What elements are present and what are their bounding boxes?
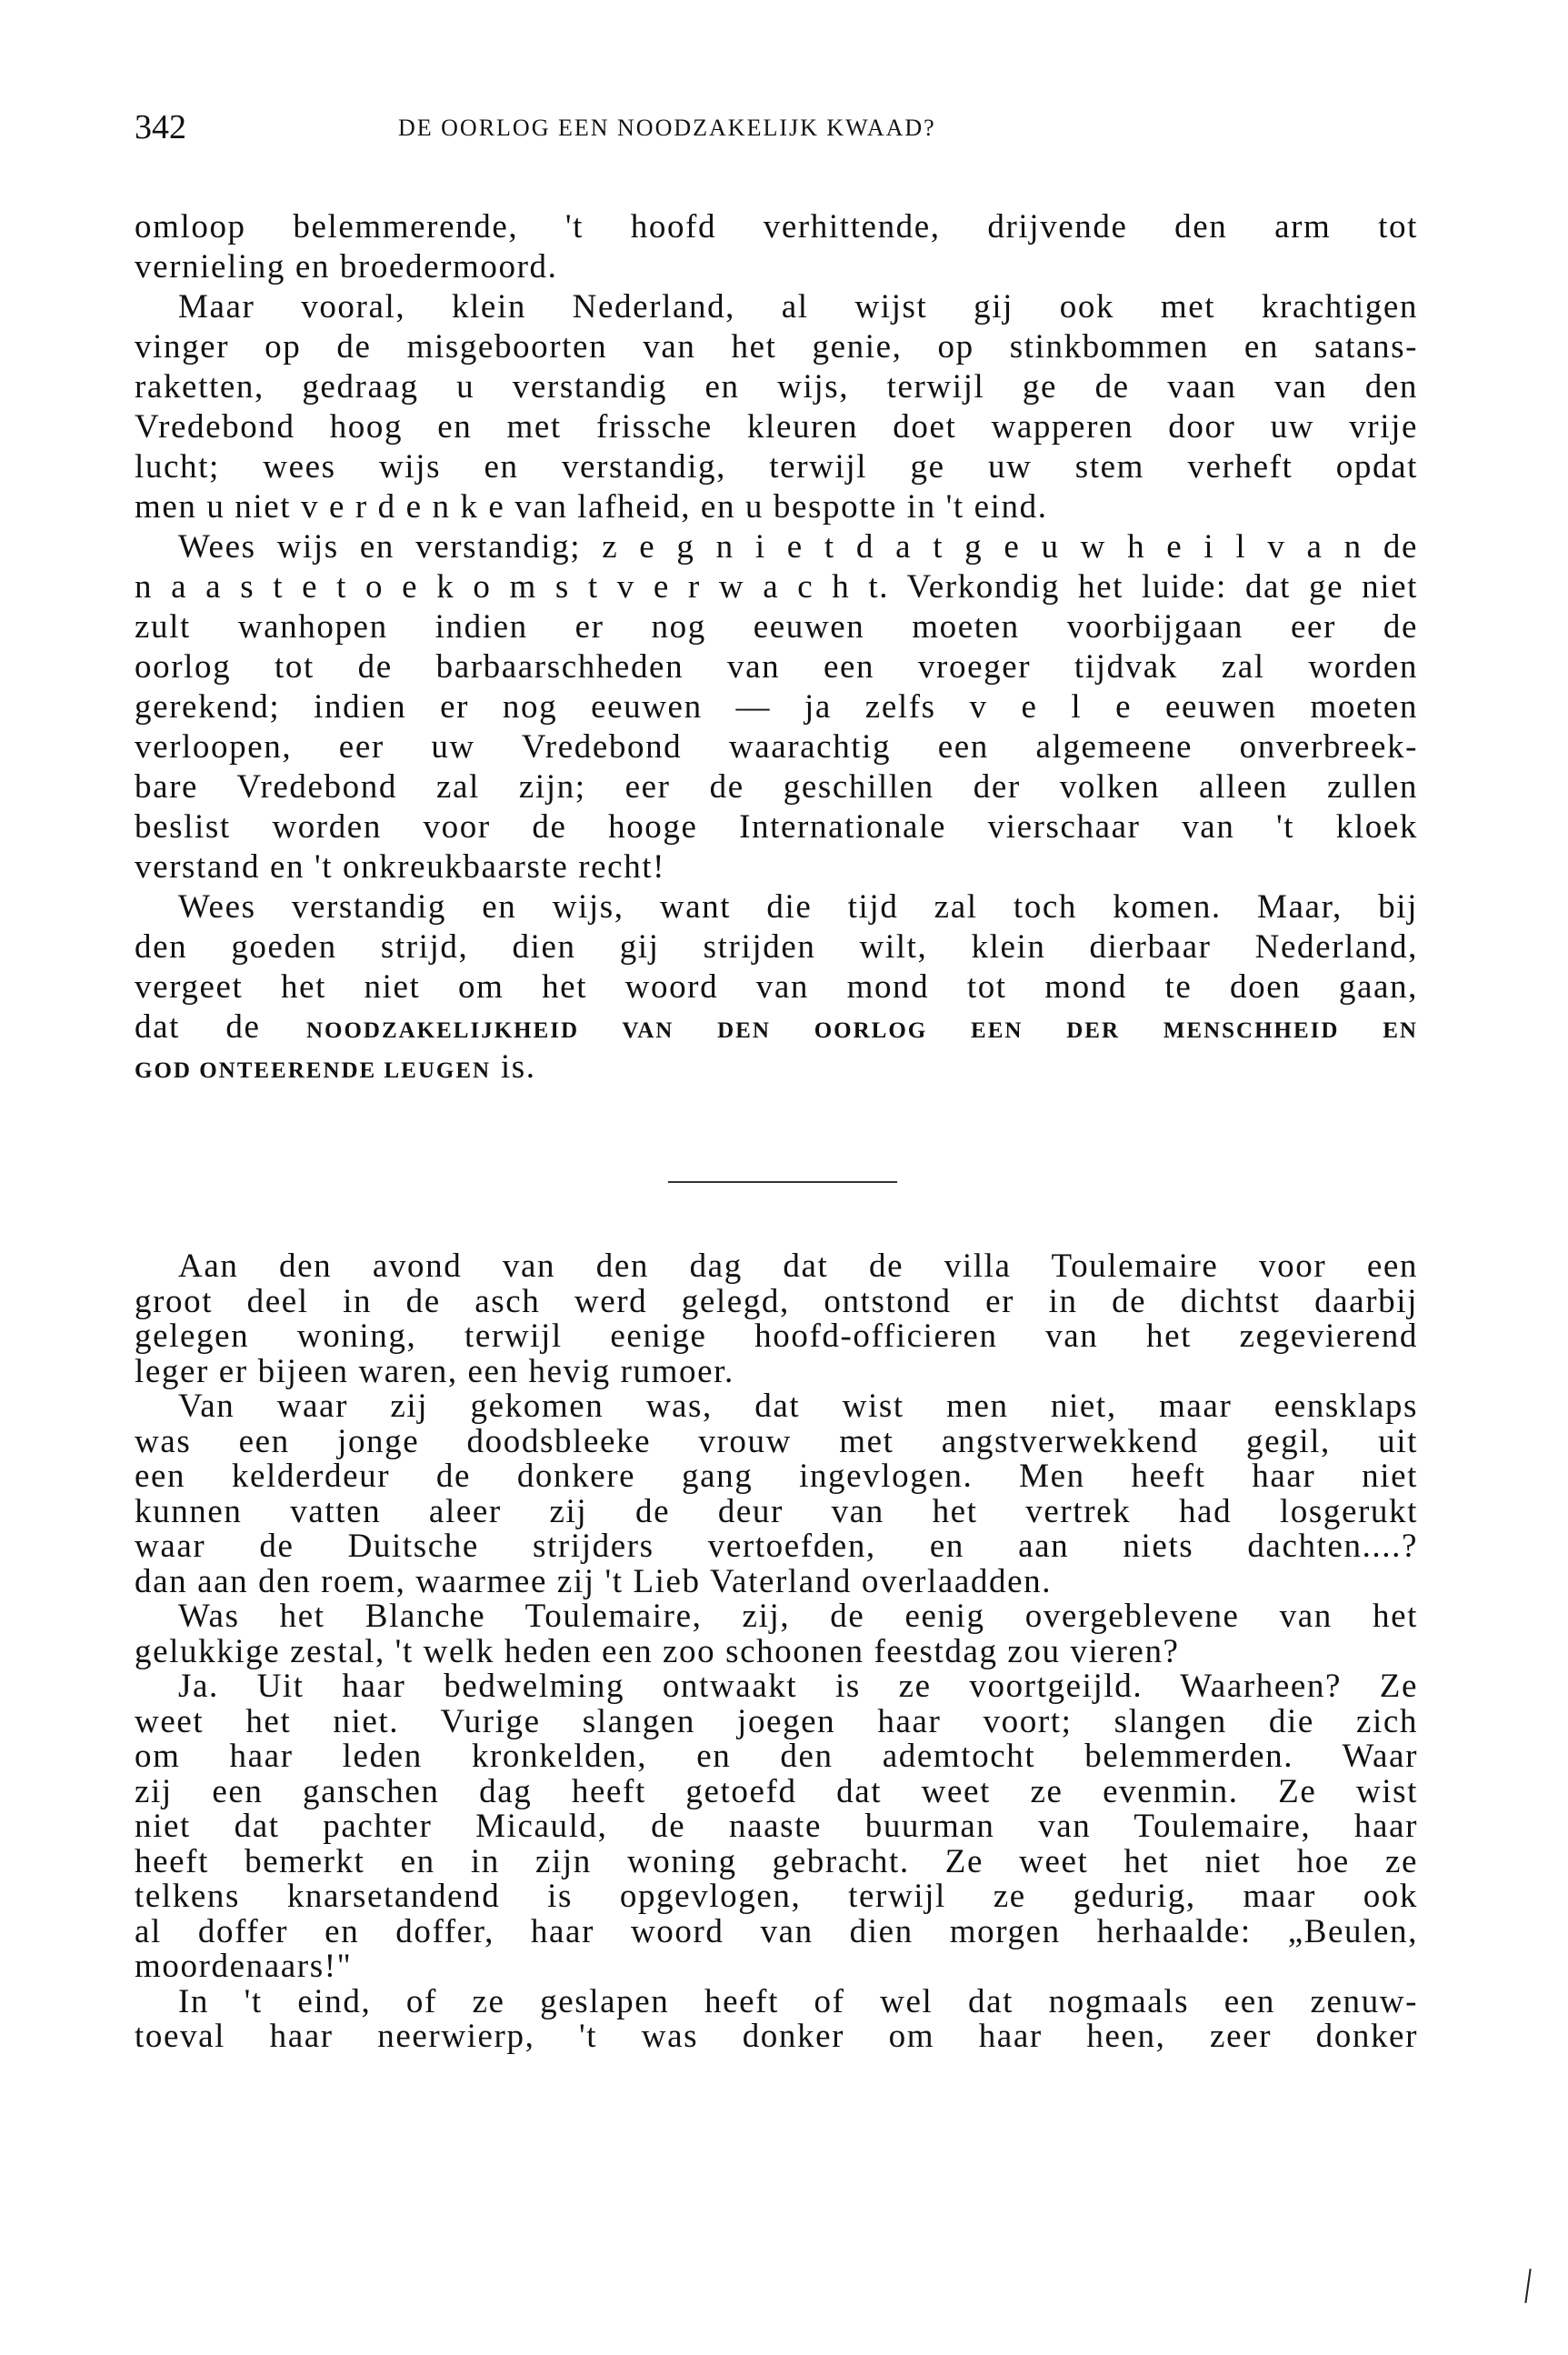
text-line [135,1529,1418,1565]
text-line [135,887,1418,927]
running-title: DE OORLOG EEN NOODZAKELIJK KWAAD? [398,115,936,141]
line-text: Ja. Uit haar bedwelming ontwaakt is ze voortgeijld. Waarheen? Ze [178,1668,1418,1705]
text-line [135,1459,1418,1495]
text-line [135,647,1418,687]
line-text: Was het Blanche Toulemaire, zij, de eenig overgeblevene van het [178,1598,1418,1635]
line-text: vergeet het niet om het woord van mond tot mond te doen gaan, [135,968,1418,1006]
text-line [135,1632,1418,1670]
line-text: groot deel in de asch werd gelegd, ontstond er in de dichtst daarbij [135,1282,1418,1320]
line-text: dat de [135,1008,261,1046]
line-text: gerekend; indien er nog eeuwen — ja zelfs v e l e eeuwen moeten [135,688,1418,726]
line-text: telkens knarsetandend is opgevlogen, terwijl ze gedurig, maar ook [135,1878,1418,1915]
text-line [135,847,1418,887]
line-text: Wees verstandig en wijs, want die tijd zal toch komen. Maar, bij [178,888,1418,926]
text-line [135,1809,1418,1845]
line-text: toeval haar neerwierp, 't was donker om haar heen, zeer donker [135,2018,1418,2055]
small-caps-text: NOODZAKELIJKHEID VAN DEN OORLOG EEN DER MENSCHHEID EN [305,1018,1418,1043]
line-text: beslist worden voor de hooge Internationale vierschaar van 't kloek [135,808,1418,846]
text-line [135,1879,1418,1915]
section-story [135,1249,1418,2055]
line-text: al doffer en doffer, haar woord van dien morgen herhaalde: „Beulen, [135,1912,1418,1950]
text-line [135,287,1418,327]
text-line [135,1772,1418,1810]
line-text: Maar vooral, klein Nederland, al wijst gij ook met krachtigen [178,288,1418,326]
line-text: Aan den avond van den dag dat de villa Toulemaire voor een [178,1248,1418,1285]
line-text: waar de Duitsche strijders vertoefden, en aan niets dachten....? [135,1528,1418,1565]
line-text: zult wanhopen indien er nog eeuwen moeten voorbijgaan eer de [135,608,1418,646]
line-text: Van waar zij gekomen was, dat wist men niet, maar eensklaps [178,1388,1418,1425]
text-line [135,1842,1418,1880]
text-line [135,687,1418,727]
section-divider [668,1181,897,1183]
text-line [135,807,1418,847]
text-line [135,527,1418,567]
text-line [135,1319,1418,1355]
line-text: moordenaars!" [135,1948,353,1985]
line-text: gelegen woning, terwijl eenige hoofd-officieren van het zegevierend [135,1318,1418,1355]
line-text: den goeden strijd, dien gij strijden wilt, klein dierbaar Nederland, [135,928,1418,966]
line-text: zij een ganschen dag heeft getoefd dat weet ze evenmin. Ze wist [135,1772,1418,1810]
text-line [135,447,1418,487]
text-line [135,367,1418,407]
text-line [135,567,1418,607]
line-text: verloopen, eer uw Vredebond waarachtig een algemeene onverbreek- [135,728,1418,766]
text-line [135,607,1418,647]
line-text: gelukkige zestal, 't welk heden een zoo schoonen feestdag zou vieren? [135,1632,1180,1670]
text-line [135,1047,1418,1087]
text-line [135,247,1418,287]
line-text: n a a s t e t o e k o m s t v e r w a c h t. Verkondig het luide: dat ge niet [135,568,1418,606]
line-text: heeft bemerkt en in zijn woning gebracht. Ze weet het niet hoe ze [135,1842,1418,1880]
scan-mark [1524,2269,1531,2303]
line-text: omloop belemmerende, 't hoofd verhittende, drijvende den arm tot [135,208,1418,246]
line-text: lucht; wees wijs en verstandig, terwijl ge uw stem verheft opdat [135,448,1418,486]
line-text: om haar leden kronkelden, en den ademtocht belemmerden. Waar [135,1738,1418,1775]
line-text: kunnen vatten aleer zij de deur van het vertrek had losgerukt [135,1492,1418,1530]
text-line [135,927,1418,967]
text-line [135,1352,1418,1390]
text-line [135,1492,1418,1530]
line-text: dan aan den roem, waarmee zij 't Lieb Vaterland overlaadden. [135,1562,1053,1600]
line-text: vinger op de misgeboorten van het genie, op stinkbommen en satans- [135,328,1418,366]
line-text: vernieling en broedermoord. [135,248,558,286]
text-line [135,967,1418,1007]
text-line [135,487,1418,527]
text-line [135,1562,1418,1600]
text-line [135,727,1418,767]
text-line [135,1389,1418,1425]
text-line [135,1982,1418,2020]
section-essay-conclusion [135,207,1418,1087]
text-line [135,1739,1418,1775]
line-text: was een jonge doodsbleeke vrouw met angstverwekkend gegil, uit [135,1422,1418,1460]
line-text: een kelderdeur de donkere gang ingevlogen. Men heeft haar niet [135,1458,1418,1495]
text-line [135,1599,1418,1635]
line-text: weet het niet. Vurige slangen joegen haar voort; slangen die zich [135,1702,1418,1740]
text-line [135,1422,1418,1460]
line-text: raketten, gedraag u verstandig en wijs, terwijl ge de vaan van den [135,368,1418,406]
text-line [135,327,1418,367]
text-line [135,1702,1418,1740]
text-line [135,1669,1418,1705]
line-text: men u niet v e r d e n k e van lafheid, en u bespotte in 't eind. [135,488,1048,526]
text-line [135,2019,1418,2055]
page-number: 342 [135,108,186,146]
text-line [135,1007,1418,1047]
line-text: niet dat pachter Micauld, de naaste buurman van Toulemaire, haar [135,1808,1418,1845]
line-text: leger er bijeen waren, een hevig rumoer. [135,1352,734,1390]
text-line [135,407,1418,447]
line-text: In 't eind, of ze geslapen heeft of wel dat nogmaals een zenuw- [178,1982,1418,2020]
text-line [135,1249,1418,1285]
line-text: is. [500,1048,536,1086]
running-header [135,107,1418,153]
text-line [135,1282,1418,1320]
line-text: Wees wijs en verstandig; z e g n i e t d a t g e u w h e i l v a n de [178,528,1418,566]
line-text: verstand en 't onkreukbaarste recht! [135,848,666,886]
small-caps-text: GOD ONTEERENDE LEUGEN [135,1058,492,1083]
line-text: bare Vredebond zal zijn; eer de geschillen der volken alleen zullen [135,768,1418,806]
text-line [135,767,1418,807]
text-line [135,207,1418,247]
line-text: oorlog tot de barbaarschheden van een vroeger tijdvak zal worden [135,648,1418,686]
text-line [135,1949,1418,1985]
line-text: Vredebond hoog en met frissche kleuren doet wapperen door uw vrije [135,408,1418,446]
text-line [135,1912,1418,1950]
